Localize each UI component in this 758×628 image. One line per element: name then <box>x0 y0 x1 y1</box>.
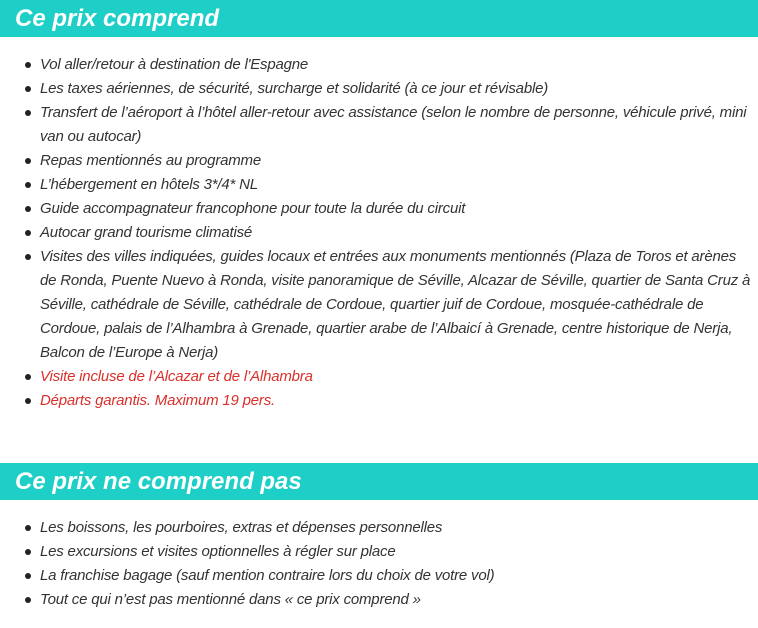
bullet-icon <box>25 374 31 380</box>
list-item-text: Tout ce qui n’est pas mentionné dans « ce prix comprend » <box>40 591 421 608</box>
list-item-text: Départs garantis. Maximum 19 pers. <box>40 392 275 409</box>
bullet-icon <box>25 206 31 212</box>
list-item-text: Vol aller/retour à destination de l'Espagne <box>40 56 309 73</box>
list-item-text: Les boissons, les pourboires, extras et dépenses personnelles <box>40 519 443 536</box>
bullet-icon <box>25 110 31 116</box>
included-list-item <box>0 173 758 197</box>
bullet-icon <box>25 525 31 531</box>
bullet-icon <box>25 573 31 579</box>
excluded-list-item <box>0 516 758 540</box>
list-item-text: Guide accompagnateur francophone pour toute la durée du circuit <box>40 200 466 217</box>
bullet-icon <box>25 182 31 188</box>
list-item-text: La franchise bagage (sauf mention contraire lors du choix de votre vol) <box>40 567 495 584</box>
list-item-text: Autocar grand tourisme climatisé <box>40 224 253 241</box>
included-list-item <box>0 245 758 365</box>
list-item-text: Transfert de l’aéroport à l’hôtel aller-retour avec assistance (selon le nombre de personne, véhicule privé, mini van ou autocar) <box>40 104 747 145</box>
included-list-item <box>0 389 758 413</box>
bullet-icon <box>25 254 31 260</box>
bullet-icon <box>25 549 31 555</box>
included-list <box>0 53 758 413</box>
bullet-icon <box>25 158 31 164</box>
list-item-text: Les excursions et visites optionnelles à régler sur place <box>40 543 396 560</box>
included-list-item <box>0 365 758 389</box>
included-list-item <box>0 77 758 101</box>
excluded-list <box>0 516 758 612</box>
included-list-item <box>0 149 758 173</box>
list-item-text: Visite incluse de l’Alcazar et de l’Alhambra <box>40 368 313 385</box>
included-section-title: Ce prix comprend <box>0 0 758 37</box>
excluded-list-item <box>0 564 758 588</box>
included-list-item <box>0 221 758 245</box>
included-list-item <box>0 53 758 77</box>
excluded-section-title: Ce prix ne comprend pas <box>0 463 758 500</box>
excluded-list-item <box>0 540 758 564</box>
bullet-icon <box>25 62 31 68</box>
list-item-text: Visites des villes indiquées, guides locaux et entrées aux monuments mentionnés (Plaza de Toros et arènes de Ronda, Puente Nuevo à Ronda, visite panoramique de Séville, Alcazar de Séville, quartier de Santa Cruz à Séville, cathédrale de Séville, cathédrale de Cordoue, quartier juif de Cordoue, mosquée-cathédrale de Cordoue, palais de l’Alhambra à Grenade, quartier arabe de l’Albaicí à Grenade, centre historique de Nerja, Balcon de l’Europe à Nerja) <box>40 248 751 361</box>
list-item-text: Les taxes aériennes, de sécurité, surcharge et solidarité (à ce jour et révisable) <box>40 80 549 97</box>
bullet-icon <box>25 230 31 236</box>
included-list-item <box>0 197 758 221</box>
excluded-list-item <box>0 588 758 612</box>
bullet-icon <box>25 86 31 92</box>
list-item-text: Repas mentionnés au programme <box>40 152 261 169</box>
bullet-icon <box>25 597 31 603</box>
included-list-item <box>0 101 758 149</box>
bullet-icon <box>25 398 31 404</box>
list-item-text: L’hébergement en hôtels 3*/4* NL <box>40 176 258 193</box>
